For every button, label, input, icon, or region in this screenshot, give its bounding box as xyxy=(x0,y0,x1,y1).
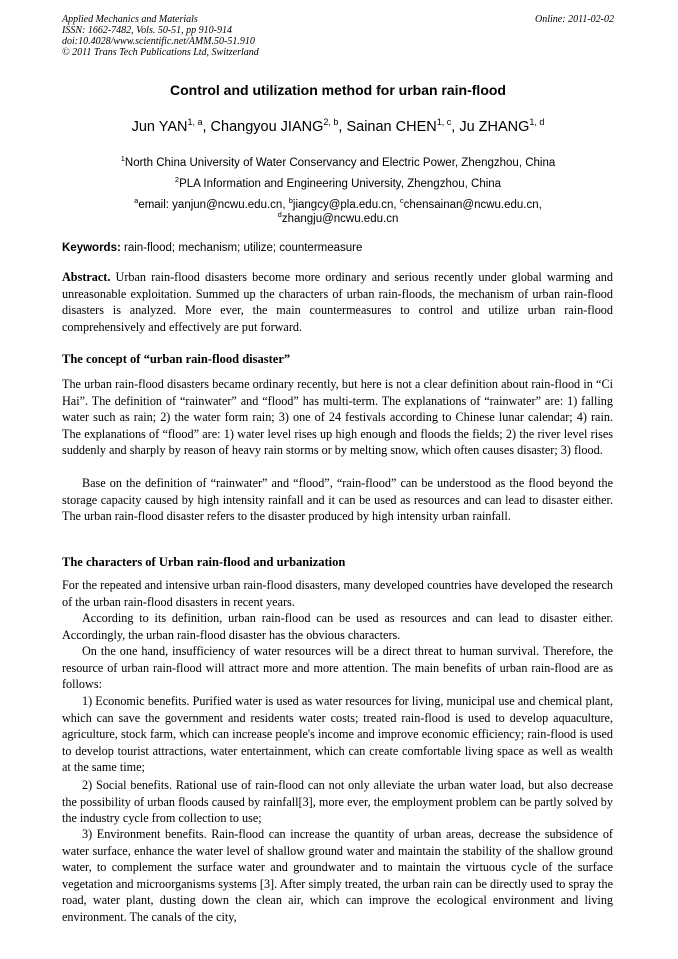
section2-paragraph-5: 2) Social benefits. Rational use of rain-flood can not only alleviate the urban water load, but also decrease the possibility of urban floods caused by rainfall[3], more ever, the employment problem can be partly solved by the industry cycle from collection to use; xyxy=(62,778,613,826)
doi-line: doi:10.4028/www.scientific.net/AMM.50-51.910 xyxy=(62,36,255,47)
section2-paragraph-2: According to its definition, urban rain-flood can be used as resources and can lead to disaster either. Accordingly, the urban rain-flood disaster has the obvious characters. xyxy=(62,611,613,642)
issn-line: ISSN: 1662-7482, Vols. 50-51, pp 910-914 xyxy=(62,25,232,36)
keywords-label: Keywords: xyxy=(62,242,121,254)
author-name: Changyou JIANG xyxy=(210,118,324,135)
section1-paragraph-2: Base on the definition of “rainwater” and “flood”, “rain-flood” can be understood as the flood beyond the storage capacity caused by high intensity rainfall and it can be used as resources and can lead to disaster either. The urban rain-flood disaster refers to the disaster produced by high intensity urban rainfall. xyxy=(62,476,613,524)
section-heading-concept: The concept of “urban rain-flood disaster” xyxy=(62,352,291,366)
keywords-text: rain-flood; mechanism; utilize; countermeasure xyxy=(120,242,363,254)
author-superscript: 1, a xyxy=(187,117,203,127)
journal-header xyxy=(62,14,614,58)
author-superscript: 1, c xyxy=(436,117,452,127)
email-d: zhangju@ncwu.edu.cn xyxy=(281,212,399,225)
email-c: chensainan@ncwu.edu.cn, xyxy=(403,198,542,211)
keywords-line xyxy=(62,242,614,254)
email-b: jiangcy@pla.edu.cn, xyxy=(292,198,400,211)
abstract-text: Urban rain-flood disasters become more ordinary and serious recently under global warming and unreasonable exploitation. Summed up the characters of urban rain-floods, the mechanism of urban rain-flood disasters is analyzed. More ever, the main countermeasures to control and utilize urban rain-flood comprehensively and effectively are put forward. xyxy=(62,270,613,334)
section2-paragraph-6: 3) Environment benefits. Rain-flood can increase the quantity of urban areas, decrease the subsidence of water surface, enhance the water level of shallow ground water and maintain the stability of the shallow ground water, to complement the surface water and groundwater and to maintain the virtuous cycle of the surface vegetation and microorganisms systems [3]. After simply treated, the urban rain can be directly used to spray the road, water plant, dusting down the clean air, which can improve the ecological environment and living environment. The canals of the city, xyxy=(62,827,613,924)
abstract-label: Abstract. xyxy=(62,270,111,284)
author-superscript: 2, b xyxy=(323,117,339,127)
section2-paragraph-4: 1) Economic benefits. Purified water is used as water resources for living, municipal use and chemical plant, which can save the government and residents water costs; treated rain-flood is used to develop aquaculture, agriculture, stock farm, which can increase people's income and improve economic efficiency; rain-flood is used to develop tourist attractions, water entertainment, which can create comfortable living space as well as wealth at the same time; xyxy=(62,694,613,775)
abstract-paragraph xyxy=(62,269,613,335)
email-line: $^a$email: yanjun@ncwu.edu.cn, $^b$jiangcy@pla.edu.cn, $^c$chensainan@ncwu.edu.cn, xyxy=(134,196,542,211)
paper-title: Control and utilization method for urban rain-flood xyxy=(170,82,506,98)
email-line-2: $^d$zhangju@ncwu.edu.cn xyxy=(277,210,399,225)
affiliation-1: $^1$North China University of Water Conservancy and Electric Power, Zhengzhou, China xyxy=(120,154,556,169)
section2-paragraph-3: On the one hand, insufficiency of water resources will be a direct threat to human survival. Therefore, the resource of urban rain-flood will attract more and more attention. The main benefits of urban rain-flood are as follows: xyxy=(62,644,613,692)
author-name: Jun YAN xyxy=(131,118,188,135)
author-list: Jun YAN$^{1, a}$, Changyou JIANG$^{2, b}$, Sainan CHEN$^{1, c}$, Ju ZHANG$^{1, d}$ xyxy=(131,117,545,135)
online-date: Online: 2011-02-02 xyxy=(535,14,614,25)
author-name: Ju ZHANG xyxy=(459,118,530,135)
email-a: email: yanjun@ncwu.edu.cn, xyxy=(138,198,289,211)
copyright-line: © 2011 Trans Tech Publications Ltd, Switzerland xyxy=(62,47,259,58)
author-superscript: 1, d xyxy=(529,117,545,127)
section-heading-characters: The characters of Urban rain-flood and urbanization xyxy=(62,555,346,569)
author-name: Sainan CHEN xyxy=(346,118,437,135)
journal-name: Applied Mechanics and Materials xyxy=(62,14,198,25)
affiliation-2: $^2$PLA Information and Engineering University, Zhengzhou, China xyxy=(174,175,502,190)
section2-paragraph-1: For the repeated and intensive urban rain-flood disasters, many developed countries have developed the research of the urban rain-flood disasters in recent years. xyxy=(62,578,613,609)
section1-paragraph-1: The urban rain-flood disasters became ordinary recently, but here is not a clear definition about rain-flood in “Ci Hai”. The definition of “rainwater” and “flood” has multi-term. The explanations of “rainwater” are: 1) falling water such as rain; 2) the water form rain; 3) one of 24 festivals according to Chinese lunar calendar; 4) rain. The explanations of “flood” are: 1) water level rises up high enough and floods the fields; 2) the river level rises suddenly and sharply by reason of heavy rain storms or by melting snow, which often causes disaster; 3) flood. xyxy=(62,377,613,458)
